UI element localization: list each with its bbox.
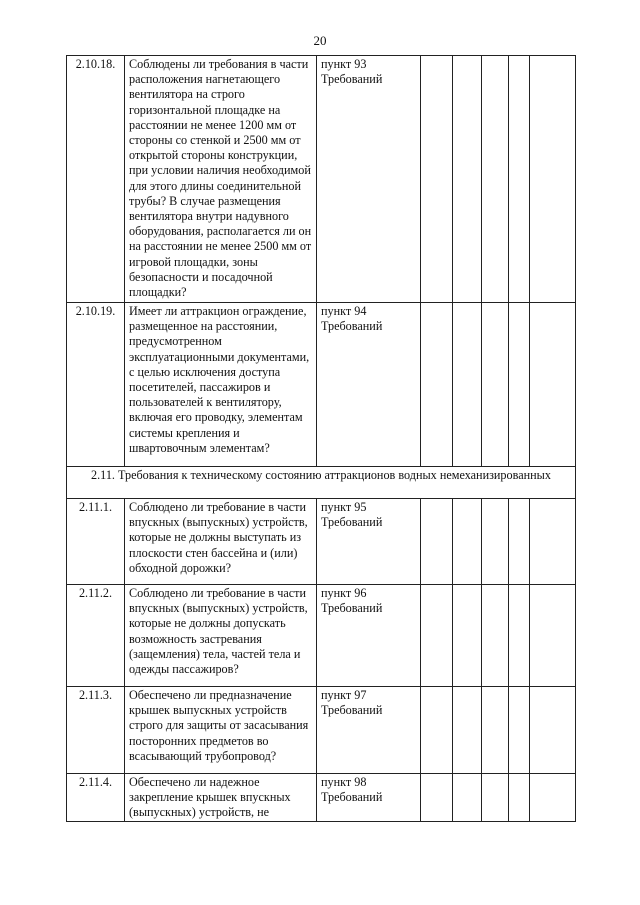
row-number: 2.11.4. [67, 774, 125, 822]
row-number: 2.10.18. [67, 56, 125, 303]
section-title: 2.11. Требования к техническому состоянию аттракционов водных немеханизированных [67, 467, 576, 499]
answer-extra-cell[interactable] [509, 687, 530, 774]
reference-doc: Требований [321, 515, 383, 530]
question-text: Имеет ли аттракцион ограждение, размещенное на расстоянии, предусмотренном эксплуатационными документами, с целью исключения доступа посетителей, пассажиров и пользователей к вентилятору, включая его проводку, элементам системы крепления и швартовочным элементам? [125, 303, 317, 467]
table-row [67, 585, 576, 687]
answer-yes-cell[interactable] [421, 774, 453, 822]
answer-yes-cell[interactable] [421, 585, 453, 687]
table-row [67, 687, 576, 774]
answer-extra-cell[interactable] [509, 56, 530, 303]
reference-cell [317, 585, 421, 687]
answer-no-cell[interactable] [453, 687, 482, 774]
row-number: 2.11.1. [67, 499, 125, 585]
notes-cell[interactable] [530, 303, 576, 467]
section-header-row [67, 467, 576, 499]
reference-cell [317, 687, 421, 774]
notes-cell[interactable] [530, 585, 576, 687]
reference-cell [317, 774, 421, 822]
answer-extra-cell[interactable] [509, 499, 530, 585]
notes-cell[interactable] [530, 56, 576, 303]
answer-extra-cell[interactable] [509, 585, 530, 687]
reference-cell [317, 56, 421, 303]
reference-point: пункт 96 [321, 586, 367, 600]
reference-doc: Требований [321, 703, 383, 718]
question-text: Соблюдено ли требование в части впускных (выпускных) устройств, которые не должны выступать из плоскости стен бассейна и (или) обходной дорожки? [125, 499, 317, 585]
table-row [67, 56, 576, 303]
row-number: 2.11.3. [67, 687, 125, 774]
table-row [67, 303, 576, 467]
reference-doc: Требований [321, 790, 383, 805]
answer-na-cell[interactable] [482, 774, 509, 822]
reference-doc: Требований [321, 72, 383, 87]
reference-point: пункт 98 [321, 775, 367, 789]
answer-na-cell[interactable] [482, 585, 509, 687]
reference-doc: Требований [321, 319, 383, 334]
page-number: 20 [313, 33, 327, 48]
answer-na-cell[interactable] [482, 687, 509, 774]
answer-yes-cell[interactable] [421, 56, 453, 303]
notes-cell[interactable] [530, 774, 576, 822]
reference-point: пункт 94 [321, 304, 367, 318]
row-number: 2.11.2. [67, 585, 125, 687]
reference-doc: Требований [321, 601, 383, 616]
answer-no-cell[interactable] [453, 585, 482, 687]
answer-no-cell[interactable] [453, 56, 482, 303]
row-number: 2.10.19. [67, 303, 125, 467]
answer-yes-cell[interactable] [421, 499, 453, 585]
reference-point: пункт 93 [321, 57, 367, 71]
question-text: Соблюдены ли требования в части расположения нагнетающего вентилятора на строго горизонтальной площадке на расстоянии не менее 1200 мм от стороны со стенкой и 2500 мм от открытой стороны конструкции, при условии наличия необходимой для этого длины соединительной трубы? В случае размещения вентилятора внутри надувного оборудования, располагается ли он на расстоянии не менее 2500 мм от игровой площадки, зоны безопасности и посадочной площадки? [125, 56, 317, 303]
answer-no-cell[interactable] [453, 303, 482, 467]
question-text: Соблюдено ли требование в части впускных (выпускных) устройств, которые не должны допускать возможность застревания (защемления) тела, частей тела и одежды пассажиров? [125, 585, 317, 687]
answer-yes-cell[interactable] [421, 687, 453, 774]
answer-no-cell[interactable] [453, 499, 482, 585]
reference-cell [317, 499, 421, 585]
answer-extra-cell[interactable] [509, 774, 530, 822]
reference-point: пункт 95 [321, 500, 367, 514]
table-row [67, 774, 576, 822]
answer-extra-cell[interactable] [509, 303, 530, 467]
answer-yes-cell[interactable] [421, 303, 453, 467]
reference-cell [317, 303, 421, 467]
question-text: Обеспечено ли предназначение крышек выпускных устройств строго для защиты от засасывания посторонних предметов во всасывающий трубопровод? [125, 687, 317, 774]
table-row [67, 499, 576, 585]
answer-no-cell[interactable] [453, 774, 482, 822]
reference-point: пункт 97 [321, 688, 367, 702]
notes-cell[interactable] [530, 687, 576, 774]
question-text: Обеспечено ли надежное закрепление крышек впускных (выпускных) устройств, не [125, 774, 317, 822]
answer-na-cell[interactable] [482, 303, 509, 467]
answer-na-cell[interactable] [482, 499, 509, 585]
notes-cell[interactable] [530, 499, 576, 585]
checklist-table [66, 55, 576, 822]
answer-na-cell[interactable] [482, 56, 509, 303]
